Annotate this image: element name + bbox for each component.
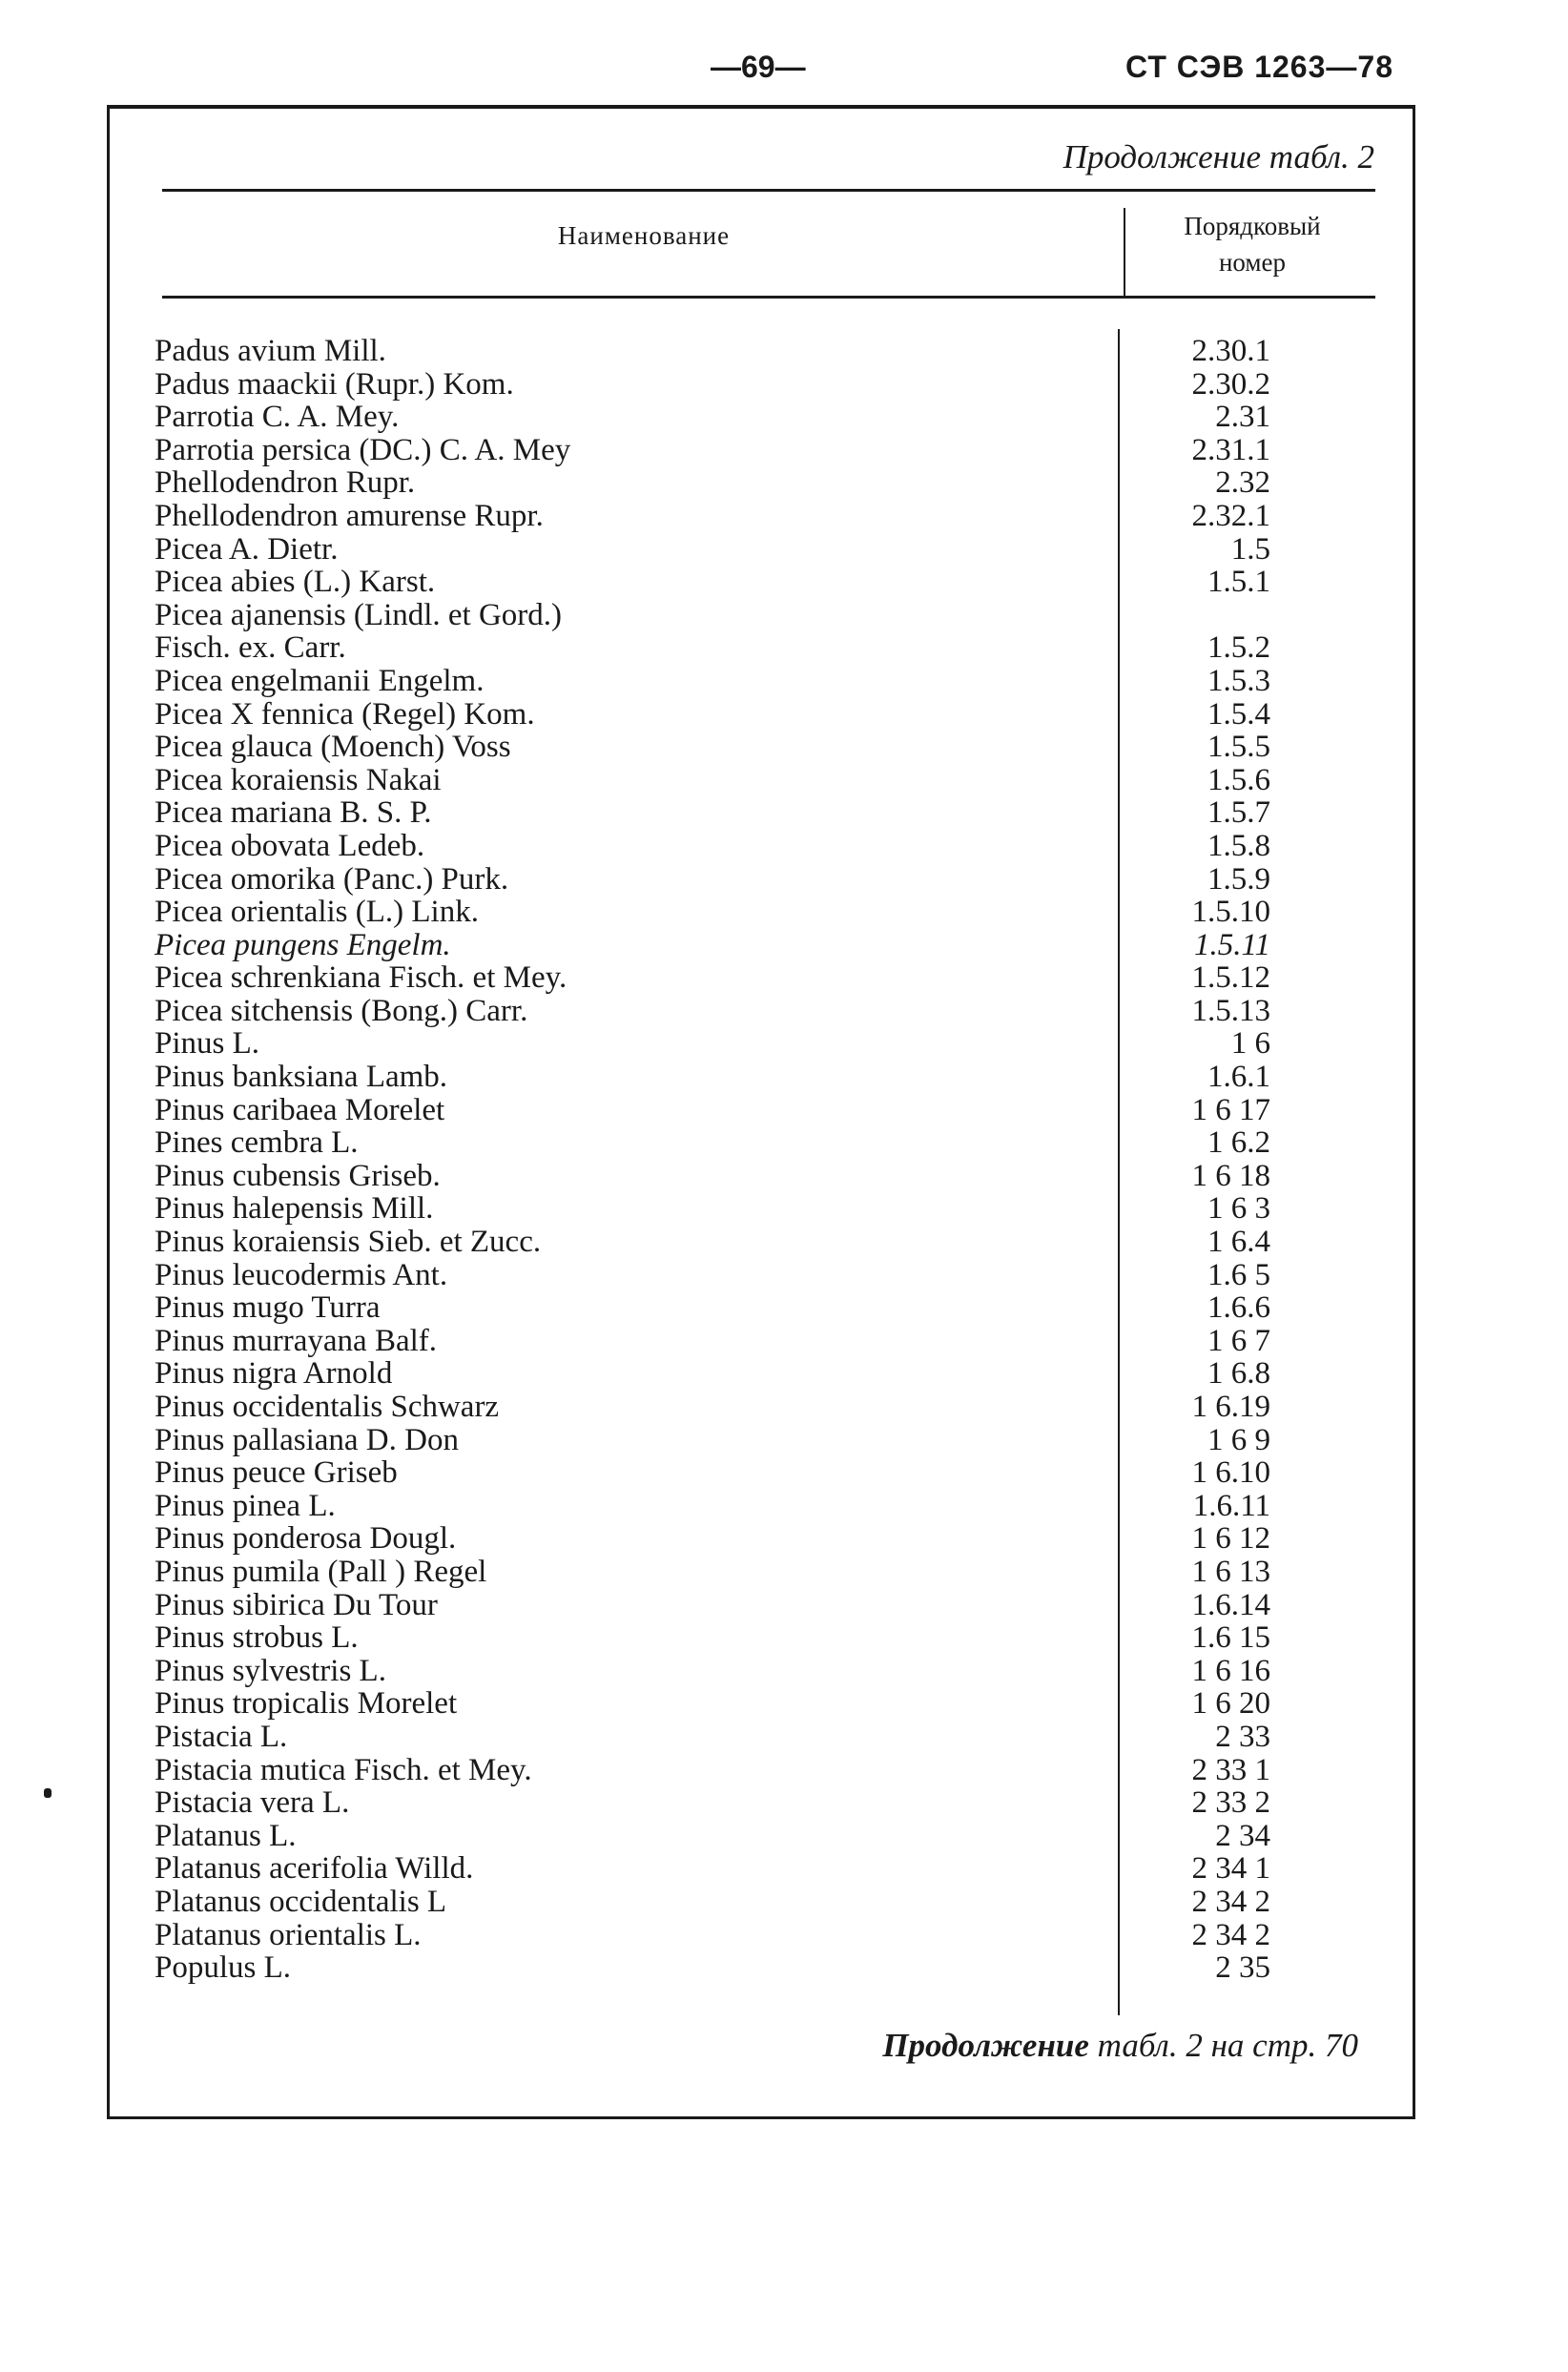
ordinal-number: 2.31 (1215, 400, 1270, 435)
table-row (0, 1325, 1568, 1358)
header-column-divider (1124, 208, 1125, 296)
table-row (0, 1621, 1568, 1655)
ordinal-number: 1 6 16 (1191, 1653, 1270, 1688)
ordinal-number: 2 33 (1215, 1719, 1270, 1754)
species-name: Picea orientalis (L.) Link. (155, 895, 479, 930)
table-row (0, 1391, 1568, 1424)
ordinal-number: 1 6 12 (1191, 1521, 1270, 1557)
table-row (0, 961, 1568, 995)
table-row (0, 335, 1568, 368)
table-row (0, 796, 1568, 830)
species-name: Picea mariana B. S. P. (155, 795, 432, 831)
ordinal-number: 1.5.9 (1207, 861, 1270, 897)
ordinal-number: 2.32.1 (1191, 498, 1270, 533)
ordinal-number: 1.5.5 (1207, 730, 1270, 765)
ordinal-number: 1.5.7 (1207, 795, 1270, 831)
table-row (0, 1192, 1568, 1226)
species-name: Pinus nigra Arnold (155, 1356, 393, 1392)
ordinal-number: 1.6.6 (1207, 1290, 1270, 1326)
ordinal-number: 1.6 5 (1207, 1257, 1270, 1292)
table-row (0, 1886, 1568, 1919)
species-name: Platanus acerifolia Willd. (155, 1851, 474, 1887)
table-row (0, 500, 1568, 533)
column-header-name: Наименование (557, 221, 731, 250)
species-name: Phellodendron Rupr. (155, 465, 416, 501)
table-row (0, 1589, 1568, 1622)
ordinal-number: 1.5.1 (1207, 565, 1270, 600)
ordinal-number: 1.5.12 (1191, 960, 1270, 996)
species-name: Pinus halepensis Mill. (155, 1191, 434, 1227)
table-row (0, 566, 1568, 599)
table-continued-label: Продолжение табл. 2 (1063, 138, 1374, 175)
ordinal-number: 2.30.2 (1191, 366, 1270, 402)
species-name: Pistacia L. (155, 1719, 288, 1754)
species-name: Parrotia C. A. Mey. (155, 400, 400, 435)
ordinal-number: 1 6.4 (1207, 1225, 1270, 1260)
table-row (0, 1951, 1568, 1985)
table-row (0, 665, 1568, 698)
species-name: Padus maackii (Rupr.) Kom. (155, 366, 514, 402)
species-name: Picea ajanensis (Lindl. et Gord.) (155, 597, 563, 632)
table-row (0, 1786, 1568, 1820)
ordinal-number: 1 6 9 (1207, 1422, 1270, 1457)
ordinal-number: 1.6.1 (1207, 1060, 1270, 1095)
species-name: Picea schrenkiana Fisch. et Mey. (155, 960, 567, 996)
species-name: Fisch. ex. Carr. (155, 630, 346, 666)
table-row (0, 1522, 1568, 1556)
ordinal-number: 1 6 7 (1207, 1323, 1270, 1358)
table-row (0, 896, 1568, 929)
ordinal-number: 1.5.3 (1207, 663, 1270, 698)
species-name: Pinus peuce Griseb (155, 1455, 398, 1491)
table-row (0, 731, 1568, 764)
table-row (0, 1027, 1568, 1061)
species-name: Pinus ponderosa Dougl. (155, 1521, 457, 1557)
species-name: Pinus pallasiana D. Don (155, 1422, 459, 1457)
species-name: Picea glauca (Moench) Voss (155, 730, 511, 765)
table-row (0, 599, 1568, 632)
species-name: Picea engelmanii Engelm. (155, 663, 485, 698)
table-row (0, 533, 1568, 567)
species-name: Pinus strobus L. (155, 1620, 359, 1656)
ordinal-number: 1 6.10 (1191, 1455, 1270, 1491)
species-name: Picea A. Dietr. (155, 531, 339, 567)
ordinal-number: 1.5.13 (1191, 993, 1270, 1028)
table-row (0, 1160, 1568, 1193)
species-name: Pinus leucodermis Ant. (155, 1257, 448, 1292)
species-name: Picea koraiensis Nakai (155, 762, 442, 797)
species-name: Picea X fennica (Regel) Kom. (155, 696, 535, 732)
species-name: Pistacia mutica Fisch. et Mey. (155, 1752, 532, 1787)
species-name: Pinus murrayana Balf. (155, 1323, 438, 1358)
ordinal-number: 2.32 (1215, 465, 1270, 501)
continued-on-next-page (882, 2027, 1358, 2065)
table-row (0, 1820, 1568, 1853)
species-name: Populus L. (155, 1950, 292, 1986)
species-name: Picea obovata Ledeb. (155, 828, 425, 863)
header-bottom-rule (162, 296, 1375, 299)
table-row (0, 434, 1568, 467)
ordinal-number: 1 6.8 (1207, 1356, 1270, 1392)
table-row (0, 995, 1568, 1028)
species-name: Platanus orientalis L. (155, 1917, 422, 1952)
table-row (0, 1490, 1568, 1523)
table-row (0, 1456, 1568, 1490)
table-row (0, 631, 1568, 665)
ordinal-number: 1.5.8 (1207, 828, 1270, 863)
species-name: Picea omorika (Panc.) Purk. (155, 861, 509, 897)
table-row (0, 1061, 1568, 1094)
table-row (0, 1721, 1568, 1754)
table-row (0, 830, 1568, 863)
species-name: Pinus koraiensis Sieb. et Zucc. (155, 1225, 542, 1260)
ordinal-number: 1.5.10 (1191, 895, 1270, 930)
ordinal-number: 2 34 2 (1191, 1884, 1270, 1919)
standard-code: СТ СЭВ 1263—78 (1125, 50, 1393, 84)
table-row (0, 1556, 1568, 1589)
ordinal-number: 1.5.11 (1193, 927, 1270, 962)
table-row (0, 1754, 1568, 1787)
species-name: Pinus pumila (Pall ) Regel (155, 1554, 487, 1589)
margin-mark (44, 1788, 52, 1798)
ordinal-number: 1 6 13 (1191, 1554, 1270, 1589)
table-row (0, 1424, 1568, 1457)
species-name: Padus avium Mill. (155, 334, 386, 368)
species-name: Pinus sibirica Du Tour (155, 1587, 438, 1622)
species-name: Parrotia persica (DC.) C. A. Mey (155, 432, 571, 467)
table-row (0, 1094, 1568, 1127)
species-name: Pistacia vera L. (155, 1785, 350, 1821)
ordinal-number: 2 34 2 (1191, 1917, 1270, 1952)
ordinal-number: 2 35 (1215, 1950, 1270, 1986)
table-row (0, 1852, 1568, 1886)
continued-bold-word: Продолжение (882, 2027, 1089, 2064)
table-row (0, 1291, 1568, 1325)
ordinal-number: 1 6 3 (1207, 1191, 1270, 1227)
species-name: Pinus tropicalis Morelet (155, 1686, 458, 1722)
species-name: Pinus mugo Turra (155, 1290, 381, 1326)
ordinal-number: 2 34 1 (1191, 1851, 1270, 1887)
page-number: —69— (711, 50, 806, 84)
table-row (0, 1919, 1568, 1952)
continued-rest: табл. 2 на стр. 70 (1088, 2027, 1358, 2064)
table-row (0, 863, 1568, 897)
species-name: Pinus sylvestris L. (155, 1653, 386, 1688)
species-name: Pinus caribaea Morelet (155, 1092, 445, 1127)
ordinal-number: 1.6.14 (1191, 1587, 1270, 1622)
table-row (0, 1687, 1568, 1721)
ordinal-number: 1 6 (1230, 1026, 1270, 1062)
ordinal-number: 1.5.6 (1207, 762, 1270, 797)
ordinal-number: 1 6.19 (1191, 1390, 1270, 1424)
table-row (0, 1655, 1568, 1688)
table-body (0, 335, 1568, 1985)
ordinal-number: 1 6 18 (1191, 1158, 1270, 1193)
species-name: Picea abies (L.) Karst. (155, 565, 436, 600)
species-name: Platanus occidentalis L (155, 1884, 447, 1919)
table-row (0, 929, 1568, 962)
column-header-number (1127, 208, 1377, 280)
ordinal-number: 2 34 (1215, 1818, 1270, 1853)
table-row (0, 466, 1568, 500)
table-row (0, 368, 1568, 402)
ordinal-number: 1.5 (1230, 531, 1270, 567)
ordinal-number: 1.6.11 (1192, 1488, 1270, 1523)
ordinal-number: 1 6 20 (1191, 1686, 1270, 1722)
ordinal-number: 2.31.1 (1191, 432, 1270, 467)
table-row (0, 1357, 1568, 1391)
species-name: Picea pungens Engelm. (155, 927, 451, 962)
species-name: Picea sitchensis (Bong.) Carr. (155, 993, 528, 1028)
species-name: Pinus banksiana Lamb. (155, 1060, 448, 1095)
ordinal-number: 2 33 2 (1191, 1785, 1270, 1821)
ordinal-number: 1 6.2 (1207, 1125, 1270, 1161)
table-row (0, 401, 1568, 434)
column-header-number-line1: Порядковый (1184, 212, 1321, 240)
table-row (0, 764, 1568, 797)
ordinal-number: 1 6 17 (1191, 1092, 1270, 1127)
species-name: Phellodendron amurense Rupr. (155, 498, 544, 533)
table-top-rule (162, 189, 1375, 192)
ordinal-number: 1.5.4 (1207, 696, 1270, 732)
ordinal-number: 2.30.1 (1191, 334, 1270, 368)
ordinal-number: 1.5.2 (1207, 630, 1270, 666)
table-row (0, 698, 1568, 732)
species-name: Pinus cubensis Griseb. (155, 1158, 441, 1193)
species-name: Pinus L. (155, 1026, 260, 1062)
table-row (0, 1126, 1568, 1160)
table-row (0, 1259, 1568, 1292)
species-name: Pines cembra L. (155, 1125, 359, 1161)
species-name: Platanus L. (155, 1818, 297, 1853)
ordinal-number: 1.6 15 (1191, 1620, 1270, 1656)
column-header-number-line2: номер (1218, 248, 1286, 277)
species-name: Pinus occidentalis Schwarz (155, 1390, 500, 1424)
table-row (0, 1226, 1568, 1259)
ordinal-number: 2 33 1 (1191, 1752, 1270, 1787)
species-name: Pinus pinea L. (155, 1488, 336, 1523)
